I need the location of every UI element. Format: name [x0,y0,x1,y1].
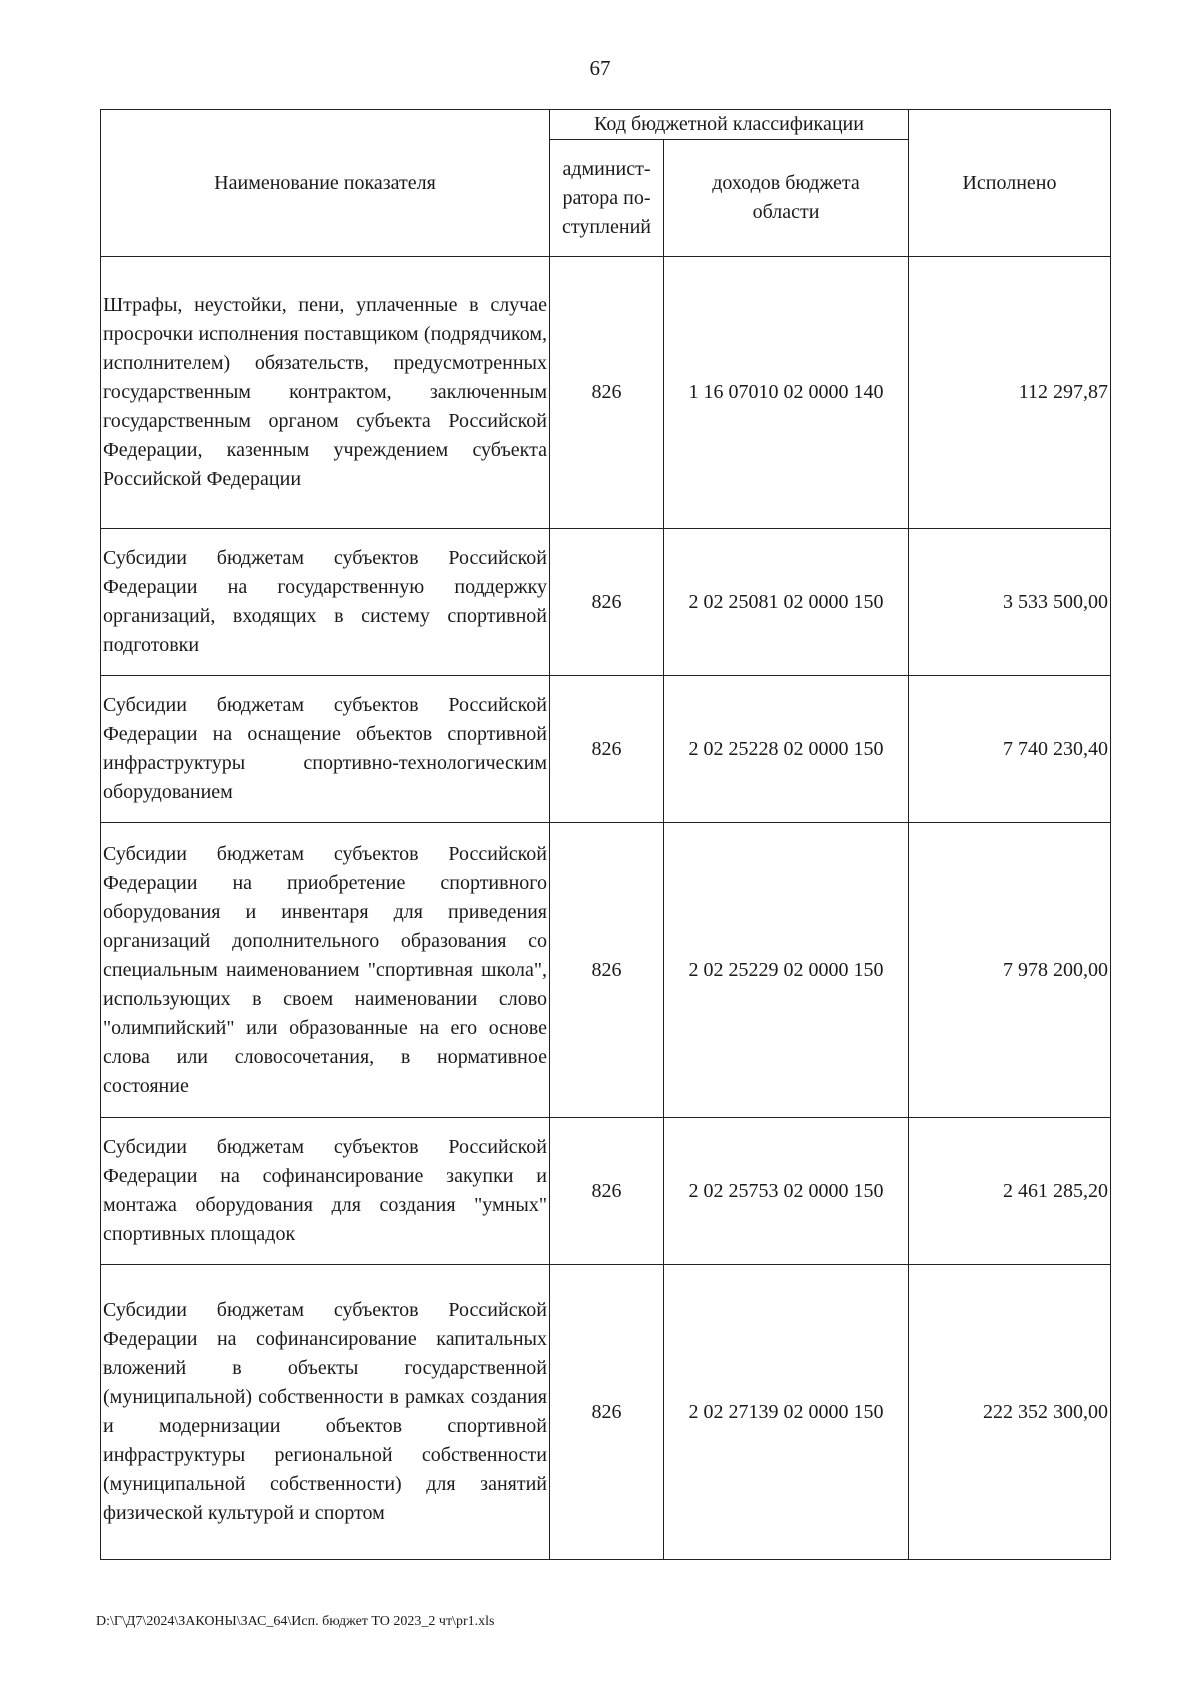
header-budget-code: Код бюджетной классификации [550,110,909,140]
page-number: 67 [589,56,611,80]
row-admin-code: 826 [550,676,664,823]
row-name: Субсидии бюджетам субъектов Российской Федерации на софинансирование капитальных вложений в объекты государственной (муниципальной) собственности в рамках создания и модернизации объектов спортивной инфраструктуры региональной собственности (муниципальной собственности) для занятий физической культурой и спортом [101,1265,550,1560]
row-admin-code: 826 [550,257,664,529]
row-income-code: 2 02 25753 02 0000 150 [664,1118,909,1265]
row-name: Субсидии бюджетам субъектов Российской Федерации на оснащение объектов спортивной инфраструктуры спортивно-технологическим оборудованием [101,676,550,823]
row-income-code: 1 16 07010 02 0000 140 [664,257,909,529]
table-row [101,529,1111,676]
row-income-code: 2 02 25228 02 0000 150 [664,676,909,823]
row-admin-code: 826 [550,1265,664,1560]
row-name: Штрафы, неустойки, пени, уплаченные в случае просрочки исполнения поставщиком (подрядчиком, исполнителем) обязательств, предусмотренных государственным контрактом, заключенным государственным органом субъекта Российской Федерации, казенным учреждением субъекта Российской Федерации [101,257,550,529]
row-income-code: 2 02 25081 02 0000 150 [664,529,909,676]
table-row [101,1265,1111,1560]
row-executed: 2 461 285,20 [909,1118,1111,1265]
header-indicator-name: Наименование показателя [101,110,550,257]
header-admin [550,140,664,257]
table-row [101,823,1111,1118]
row-executed: 7 740 230,40 [909,676,1111,823]
row-admin-code: 826 [550,823,664,1118]
row-income-code: 2 02 25229 02 0000 150 [664,823,909,1118]
row-executed: 3 533 500,00 [909,529,1111,676]
row-income-code: 2 02 27139 02 0000 150 [664,1265,909,1560]
row-executed: 112 297,87 [909,257,1111,529]
row-name: Субсидии бюджетам субъектов Российской Федерации на софинансирование закупки и монтажа оборудования для создания "умных" спортивных площадок [101,1118,550,1265]
row-name: Субсидии бюджетам субъектов Российской Федерации на приобретение спортивного оборудования и инвентаря для приведения организаций дополнительного образования со специальным наименованием "спортивная школа", использующих в своем наименовании слово "олимпийский" или образованные на его основе слова или словосочетания, в нормативное состояние [101,823,550,1118]
header-income-label: доходов бюджета области [712,172,860,223]
row-executed: 222 352 300,00 [909,1265,1111,1560]
row-admin-code: 826 [550,529,664,676]
footer-file-path: D:\Г\Д7\2024\ЗАКОНЫ\ЗАС_64\Исп. бюджет ТО 2023_2 чт\pr1.xls [96,1614,495,1629]
row-admin-code: 826 [550,1118,664,1265]
row-name: Субсидии бюджетам субъектов Российской Федерации на государственную поддержку организаций, входящих в систему спортивной подготовки [101,529,550,676]
table-row [101,676,1111,823]
row-executed: 7 978 200,00 [909,823,1111,1118]
table-row [101,257,1111,529]
table-row [101,1118,1111,1265]
header-admin-label: админист-ратора по-ступлений [561,157,652,238]
budget-table [100,109,1111,1560]
header-executed: Исполнено [909,110,1111,257]
header-income [664,140,909,257]
